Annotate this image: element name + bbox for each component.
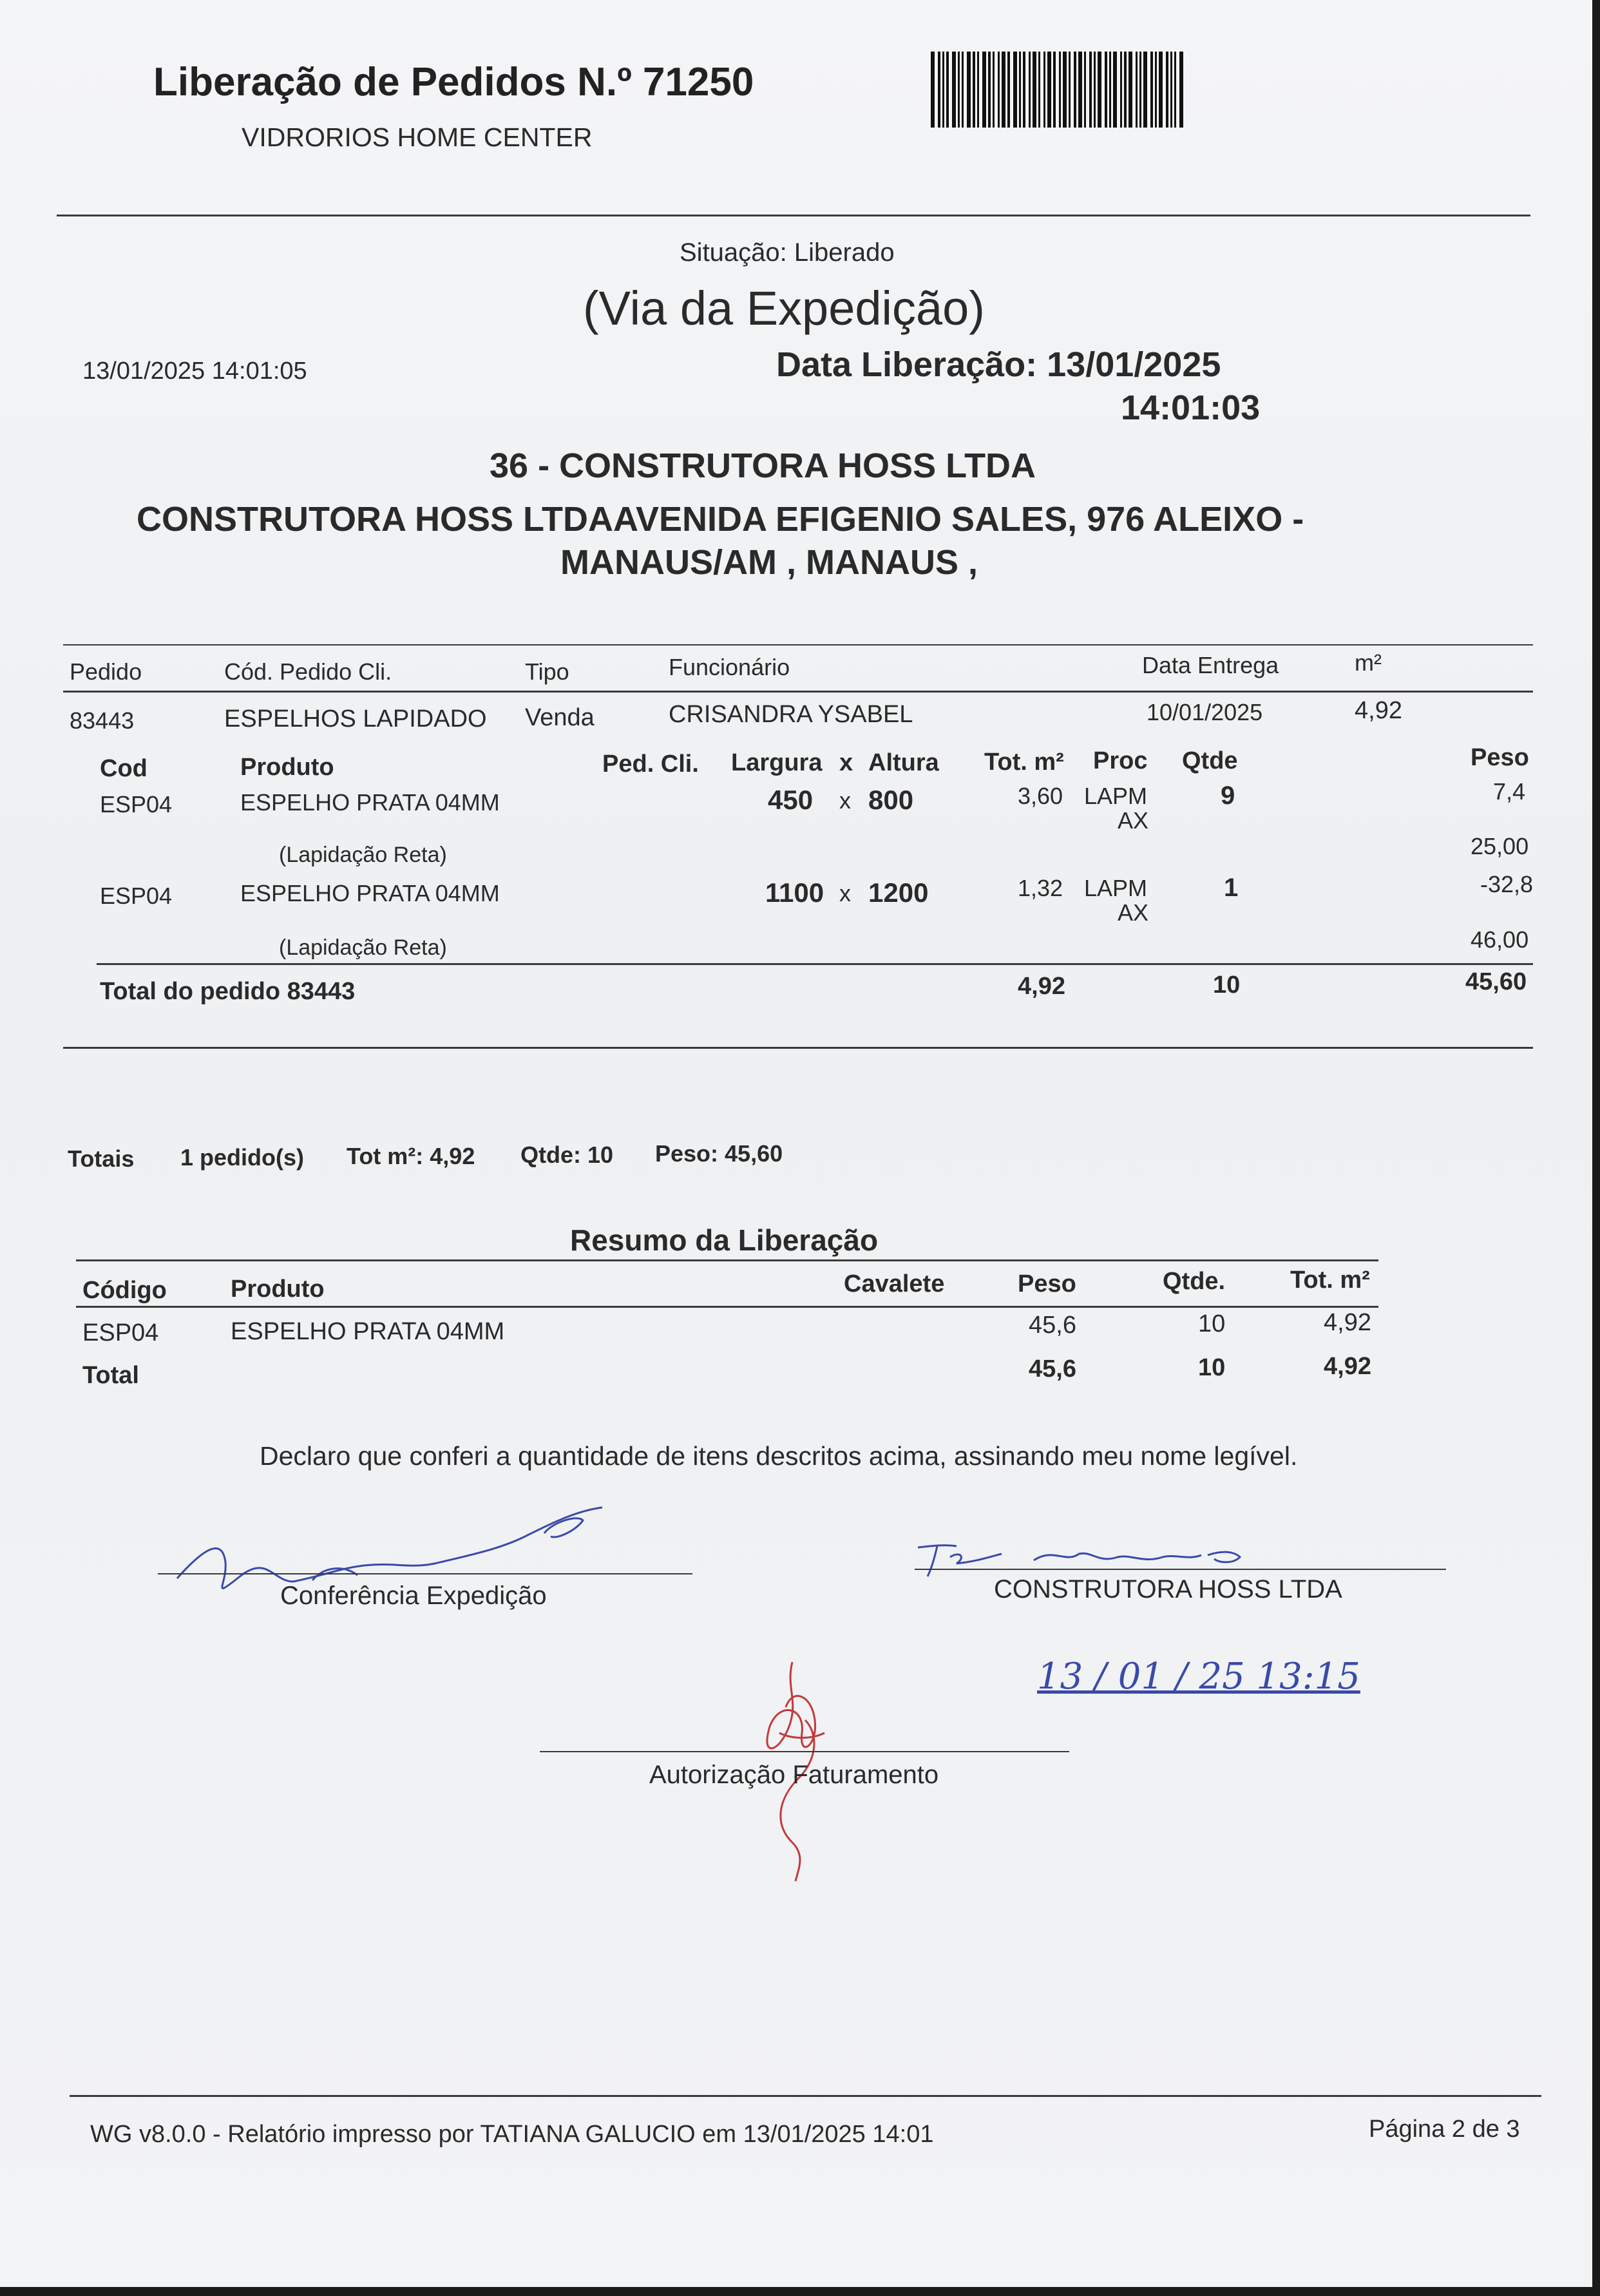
item-2-subtotal: 46,00 (1471, 926, 1529, 953)
barcode-bar (1136, 52, 1138, 128)
barcode-bar (1120, 52, 1122, 128)
order-table-top-rule (63, 644, 1533, 646)
order-total-label: Total do pedido 83443 (100, 978, 356, 1005)
order-number: 83443 (70, 707, 135, 734)
barcode-bar (1113, 52, 1117, 128)
item-2-obs: (Lapidação Reta) (279, 935, 447, 960)
barcode-bar (1007, 52, 1010, 128)
col-m2: m² (1355, 649, 1382, 676)
item-1-subtotal: 25,00 (1471, 833, 1529, 859)
items-col-qtde: Qtde (1182, 747, 1238, 774)
item-2-tot-m2: 1,32 (1018, 875, 1063, 901)
footer-rule (70, 2095, 1541, 2097)
handwritten-date: 13 / 01 / 25 13:15 (1037, 1656, 1360, 1698)
barcode-bar (1109, 52, 1111, 128)
totals-m2: Tot m²: 4,92 (347, 1143, 475, 1169)
item-2-proc-ax: AX (1118, 899, 1149, 926)
barcode-bar (1124, 52, 1127, 128)
barcode-bar (1029, 52, 1031, 128)
barcode-bar (1174, 52, 1176, 128)
summary-col-cavalete: Cavalete (844, 1270, 945, 1297)
barcode-bar (1105, 52, 1107, 128)
summary-total-qtde: 10 (1198, 1354, 1226, 1381)
barcode-bar (988, 52, 991, 128)
col-data-entrega: Data Entrega (1142, 652, 1279, 678)
item-1-proc-ax: AX (1118, 807, 1149, 834)
order-m2: 4,92 (1355, 697, 1402, 724)
items-col-peso: Peso (1471, 744, 1529, 771)
barcode-bar (1084, 52, 1086, 128)
signature-line-client (915, 1569, 1446, 1570)
summary-header-rule (76, 1306, 1378, 1308)
summary-row-qtde: 10 (1198, 1310, 1226, 1337)
col-cod-pedido-cli: Cód. Pedido Cli. (224, 658, 392, 685)
item-2-x: x (839, 880, 851, 906)
items-col-altura: Altura (868, 749, 939, 776)
order-table-header-rule (63, 691, 1533, 693)
summary-total-tot-m2: 4,92 (1324, 1353, 1371, 1380)
document-title: Liberação de Pedidos N.º 71250 (153, 60, 754, 104)
items-col-ped-cli: Ped. Cli. (602, 751, 699, 778)
barcode-bar (958, 52, 960, 128)
item-1-proc: LAPM (1084, 783, 1148, 809)
barcode-bar (1159, 52, 1163, 128)
col-tipo: Tipo (525, 658, 569, 685)
summary-total-peso: 45,6 (1029, 1355, 1076, 1382)
barcode-bar (993, 52, 995, 128)
item-1-peso: 7,4 (1493, 778, 1526, 805)
item-2-qtde: 1 (1224, 874, 1239, 902)
barcode-bar (1166, 52, 1168, 128)
release-time: 14:01:03 (1121, 388, 1261, 427)
items-col-produto: Produto (240, 754, 334, 781)
item-1-tot-m2: 3,60 (1018, 783, 1063, 809)
barcode-bar (1019, 52, 1021, 128)
barcode-bar (1170, 52, 1172, 128)
barcode-bar (977, 52, 979, 128)
barcode-bar (1098, 52, 1101, 128)
barcode-bar (1038, 52, 1040, 128)
barcode-bar (1094, 52, 1096, 128)
summary-title: Resumo da Liberação (570, 1223, 879, 1257)
scan-edge-right (1592, 0, 1600, 2296)
summary-row-codigo: ESP04 (82, 1319, 159, 1346)
barcode (931, 52, 1195, 128)
client-address-line2: MANAUS/AM , MANAUS , (560, 543, 978, 582)
barcode-bar (938, 52, 940, 128)
summary-col-tot-m2: Tot. m² (1290, 1267, 1370, 1294)
barcode-bar (1069, 52, 1071, 128)
order-employee: CRISANDRA YSABEL (669, 701, 913, 728)
footer-page-number: Página 2 de 3 (1369, 2116, 1520, 2143)
barcode-bar (1059, 52, 1061, 128)
item-1-altura: 800 (868, 785, 914, 815)
barcode-bar (1047, 52, 1051, 128)
summary-col-produto: Produto (231, 1276, 325, 1303)
client-address-line1: CONSTRUTORA HOSS LTDAAVENIDA EFIGENIO SALES, 976 ALEIXO - (137, 500, 1304, 539)
item-2-produto: ESPELHO PRATA 04MM (240, 880, 500, 906)
barcode-bar (1155, 52, 1157, 128)
barcode-bar (1043, 52, 1045, 128)
item-2-peso: -32,8 (1480, 871, 1534, 897)
order-total-m2: 4,92 (1018, 973, 1065, 1000)
summary-top-rule (76, 1259, 1378, 1261)
items-col-largura: Largura (731, 749, 823, 776)
print-timestamp: 13/01/2025 14:01:05 (82, 358, 307, 385)
summary-col-codigo: Código (82, 1277, 167, 1304)
item-2-cod: ESP04 (100, 883, 173, 909)
item-1-obs: (Lapidação Reta) (279, 843, 447, 867)
barcode-bar (946, 52, 949, 128)
signature-line-conferencia (158, 1573, 692, 1574)
barcode-bar (973, 52, 975, 128)
barcode-bar (952, 52, 956, 128)
item-1-produto: ESPELHO PRATA 04MM (240, 789, 500, 816)
barcode-bar (1139, 52, 1141, 128)
summary-row-peso: 45,6 (1029, 1312, 1076, 1339)
item-1-x: x (839, 787, 851, 814)
signature-label-conferencia: Conferência Expedição (280, 1582, 547, 1610)
company-name: VIDRORIOS HOME CENTER (242, 122, 593, 152)
items-col-x: x (839, 749, 853, 776)
item-2-altura: 1200 (868, 877, 929, 908)
barcode-bar (1078, 52, 1082, 128)
col-pedido: Pedido (70, 658, 142, 685)
order-delivery-date: 10/01/2025 (1147, 699, 1263, 725)
order-total-qtde: 10 (1213, 971, 1241, 999)
item-2-proc: LAPM (1084, 875, 1148, 901)
barcode-bar (962, 52, 964, 128)
barcode-bar (1053, 52, 1056, 128)
totals-qtde: Qtde: 10 (520, 1142, 614, 1168)
items-col-tot-m2: Tot. m² (984, 749, 1064, 776)
copy-type-title: (Via da Expedição) (583, 282, 985, 335)
summary-row-produto: ESPELHO PRATA 04MM (231, 1318, 505, 1345)
order-client-code: ESPELHOS LAPIDADO (224, 705, 487, 732)
item-1-cod: ESP04 (100, 791, 173, 818)
status-label: Situação: Liberado (680, 238, 895, 267)
summary-col-peso: Peso (1018, 1270, 1076, 1297)
barcode-bar (1150, 52, 1153, 128)
declaration-text: Declaro que conferi a quantidade de itens descritos acima, assinando meu nome legível. (260, 1441, 1298, 1471)
item-1-largura: 450 (768, 785, 814, 815)
signature-label-autorizacao: Autorização Faturamento (649, 1761, 939, 1789)
order-total-rule (97, 963, 1533, 965)
order-type: Venda (525, 704, 595, 731)
col-funcionario: Funcionário (669, 654, 790, 680)
summary-total-label: Total (82, 1362, 139, 1389)
signature-line-autorizacao (540, 1751, 1069, 1752)
barcode-bar (1129, 52, 1132, 128)
scan-edge-bottom (0, 2287, 1600, 2296)
summary-col-qtde: Qtde. (1163, 1268, 1226, 1295)
totals-pedidos: 1 pedido(s) (180, 1144, 305, 1171)
barcode-bar (1013, 52, 1017, 128)
item-1-qtde: 9 (1221, 781, 1235, 810)
barcode-bar (942, 52, 944, 128)
summary-row-tot-m2: 4,92 (1324, 1309, 1371, 1336)
totals-label: Totais (68, 1145, 135, 1172)
signature-label-client: CONSTRUTORA HOSS LTDA (994, 1575, 1342, 1603)
header-divider (57, 215, 1530, 216)
footer-report-info: WG v8.0.0 - Relatório impresso por TATIANA GALUCIO em 13/01/2025 14:01 (90, 2121, 934, 2148)
barcode-bar (931, 52, 935, 128)
items-col-proc: Proc (1093, 747, 1148, 774)
totals-peso: Peso: 45,60 (655, 1140, 783, 1167)
barcode-bar (982, 52, 986, 128)
barcode-bar (1002, 52, 1005, 128)
barcode-bar (1179, 52, 1183, 128)
barcode-bar (1063, 52, 1067, 128)
barcode-bar (1033, 52, 1036, 128)
barcode-bar (1143, 52, 1147, 128)
barcode-bar (1023, 52, 1025, 128)
barcode-bar (967, 52, 971, 128)
items-bottom-rule (63, 1047, 1533, 1049)
order-total-peso: 45,60 (1465, 968, 1527, 995)
barcode-bar (1089, 52, 1092, 128)
barcode-bar (1074, 52, 1076, 128)
item-2-largura: 1100 (765, 877, 824, 908)
client-code-name: 36 - CONSTRUTORA HOSS LTDA (490, 446, 1036, 485)
items-col-cod: Cod (100, 755, 148, 782)
release-date: Data Liberação: 13/01/2025 (776, 345, 1221, 384)
barcode-bar (998, 52, 1000, 128)
